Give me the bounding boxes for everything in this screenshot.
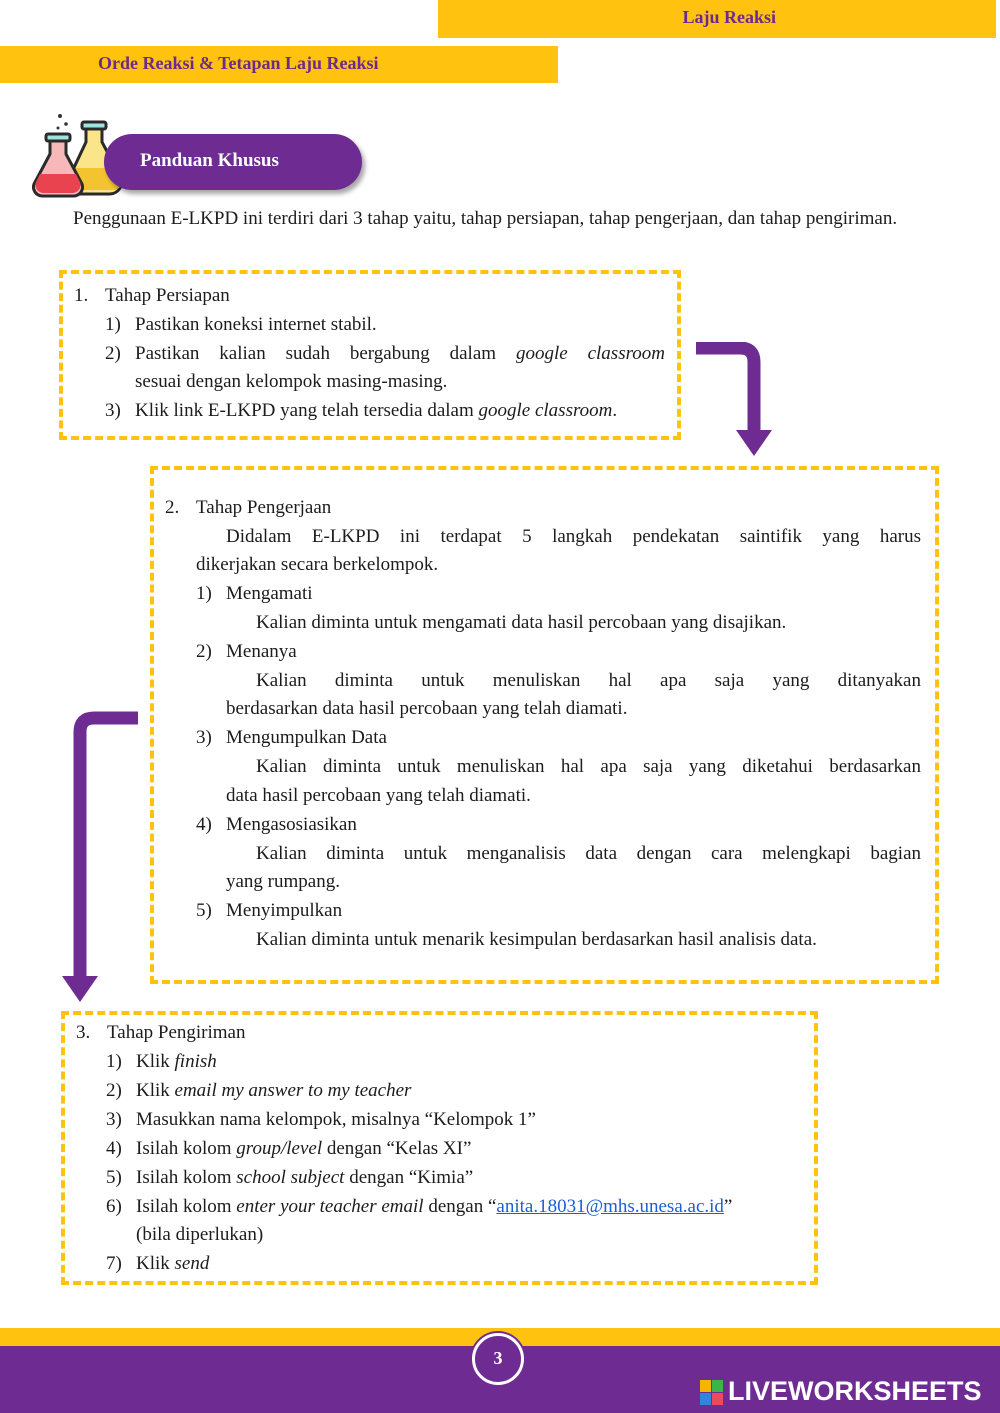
step2-number: 2. (165, 497, 180, 518)
item-emphasis: school subject (236, 1167, 345, 1188)
header-subchapter-band (0, 46, 558, 83)
page-number: 3 (493, 1348, 503, 1368)
item-number: 2) (196, 641, 212, 662)
brand-name: LIVEWORKSHEETS (728, 1376, 982, 1406)
item-title: Mengumpulkan Data (226, 727, 387, 748)
item-title: Mengamati (226, 583, 313, 604)
step1-item-1 (105, 310, 377, 339)
item-number: 1) (196, 583, 212, 604)
step3-item-5 (106, 1163, 474, 1192)
item-text-pre: Klik (136, 1080, 175, 1101)
step3-item-1 (106, 1047, 217, 1076)
item-text-pre: Isilah kolom (136, 1167, 237, 1188)
item-text (135, 396, 617, 425)
step2-item-3-desc-1: Kalian diminta untuk menuliskan hal apa saja yang diketahui berdasarkan (256, 756, 921, 777)
section-title-pill (104, 134, 362, 190)
item-number: 2) (105, 343, 121, 364)
step1-item-2-line-2: sesuai dengan kelompok masing-masing. (135, 371, 448, 392)
liveworksheets-logo-icon (700, 1380, 724, 1406)
step3-item-2 (106, 1076, 412, 1105)
step2-item-3-desc-2: data hasil percobaan yang telah diamati. (226, 785, 531, 806)
step1-title: Tahap Persiapan (105, 285, 230, 306)
item-emphasis: google classroom (478, 400, 613, 421)
step2-item-1-desc: Kalian diminta untuk mengamati data hasil percobaan yang disajikan. (256, 612, 787, 633)
item-text (136, 1163, 473, 1192)
item-number: 4) (106, 1138, 122, 1159)
item-emphasis: send (174, 1253, 210, 1274)
step1-item-2 (105, 339, 665, 368)
step2-item-5-desc: Kalian diminta untuk menarik kesimpulan berdasarkan hasil analisis data. (256, 929, 817, 950)
step3-heading (76, 1018, 246, 1047)
item-title: Mengasosiasikan (226, 814, 357, 835)
item-number: 7) (106, 1253, 122, 1274)
item-text (136, 1047, 217, 1076)
arrow-down-right-icon (690, 342, 780, 460)
step2-item-2 (196, 637, 297, 666)
item-text: Masukkan nama kelompok, misalnya “Kelompok 1” (136, 1109, 536, 1130)
step3-item-6 (106, 1192, 733, 1221)
step2-desc-line-1: Didalam E-LKPD ini terdapat 5 langkah pendekatan saintifik yang harus (226, 526, 921, 547)
item-text-pre: Klik (136, 1051, 175, 1072)
step3-item-6-line-2: (bila diperlukan) (136, 1224, 264, 1245)
item-emphasis: email my answer to my teacher (174, 1080, 412, 1101)
step2-desc-line-2: dikerjakan secara berkelompok. (196, 554, 439, 575)
item-number: 5) (106, 1167, 122, 1188)
item-number: 4) (196, 814, 212, 835)
item-emphasis: group/level (236, 1138, 323, 1159)
item-text (136, 1076, 411, 1105)
item-text: Pastikan kalian sudah bergabung dalam (135, 343, 497, 364)
item-emphasis: enter your teacher email (236, 1196, 424, 1217)
header-chapter-band (438, 0, 996, 38)
item-text-pre: Isilah kolom (136, 1138, 237, 1159)
step2-item-4 (196, 810, 357, 839)
item-number: 5) (196, 900, 212, 921)
item-number: 3) (106, 1109, 122, 1130)
item-text (136, 1192, 732, 1221)
item-number: 3) (105, 400, 121, 421)
item-text-post: dengan “Kimia” (344, 1167, 474, 1188)
step2-item-4-desc-2: yang rumpang. (226, 871, 340, 892)
step2-item-3 (196, 723, 387, 752)
step3-number: 3. (76, 1022, 91, 1043)
step2-item-1 (196, 579, 313, 608)
item-title: Menyimpulkan (226, 900, 343, 921)
step3-item-7 (106, 1249, 210, 1278)
item-emphasis: google classroom (515, 343, 665, 364)
chapter-title: Laju Reaksi (682, 7, 776, 27)
item-number: 6) (106, 1196, 122, 1217)
item-number: 1) (106, 1051, 122, 1072)
step1-heading (74, 281, 230, 310)
item-text (136, 1134, 471, 1163)
step2-heading (165, 493, 332, 522)
item-text-pre: Klik link E-LKPD yang telah tersedia dalam (135, 400, 479, 421)
item-text-post: dengan “Kelas XI” (322, 1138, 472, 1159)
step3-item-4 (106, 1134, 472, 1163)
item-text-post: dengan “ (423, 1196, 497, 1217)
step3-item-3 (106, 1105, 536, 1134)
intro-paragraph: Penggunaan E-LKPD ini terdiri dari 3 tahap yaitu, tahap persiapan, tahap pengerjaan, dan tahap pengiriman. (73, 208, 898, 229)
step2-item-2-desc-2: berdasarkan data hasil percobaan yang telah diamati. (226, 698, 628, 719)
step2-item-5 (196, 896, 343, 925)
item-text: Pastikan koneksi internet stabil. (135, 314, 377, 335)
subchapter-title: Orde Reaksi & Tetapan Laju Reaksi (98, 53, 379, 73)
item-text-line-1 (135, 339, 665, 368)
item-text-pre: Klik (136, 1253, 175, 1274)
step2-title: Tahap Pengerjaan (196, 497, 332, 518)
step2-item-2-desc-1: Kalian diminta untuk menuliskan hal apa saja yang ditanyakan (256, 670, 921, 691)
item-text-post: ” (723, 1196, 733, 1217)
page-number-badge (472, 1333, 524, 1385)
teacher-email-link[interactable]: anita.18031@mhs.unesa.ac.id (496, 1196, 724, 1217)
item-title: Menanya (226, 641, 297, 662)
item-number: 2) (106, 1080, 122, 1101)
step1-number: 1. (74, 285, 89, 306)
item-number: 3) (196, 727, 212, 748)
item-number: 1) (105, 314, 121, 335)
step2-item-4-desc-1: Kalian diminta untuk menganalisis data dengan cara melengkapi bagian (256, 843, 921, 864)
item-text (136, 1249, 209, 1278)
step1-item-3 (105, 396, 618, 425)
section-title: Panduan Khusus (140, 150, 279, 171)
item-text-pre: Isilah kolom (136, 1196, 237, 1217)
item-text-post: . (612, 400, 618, 421)
item-emphasis: finish (174, 1051, 217, 1072)
arrow-down-left-icon (56, 706, 146, 1006)
step3-title: Tahap Pengiriman (107, 1022, 246, 1043)
